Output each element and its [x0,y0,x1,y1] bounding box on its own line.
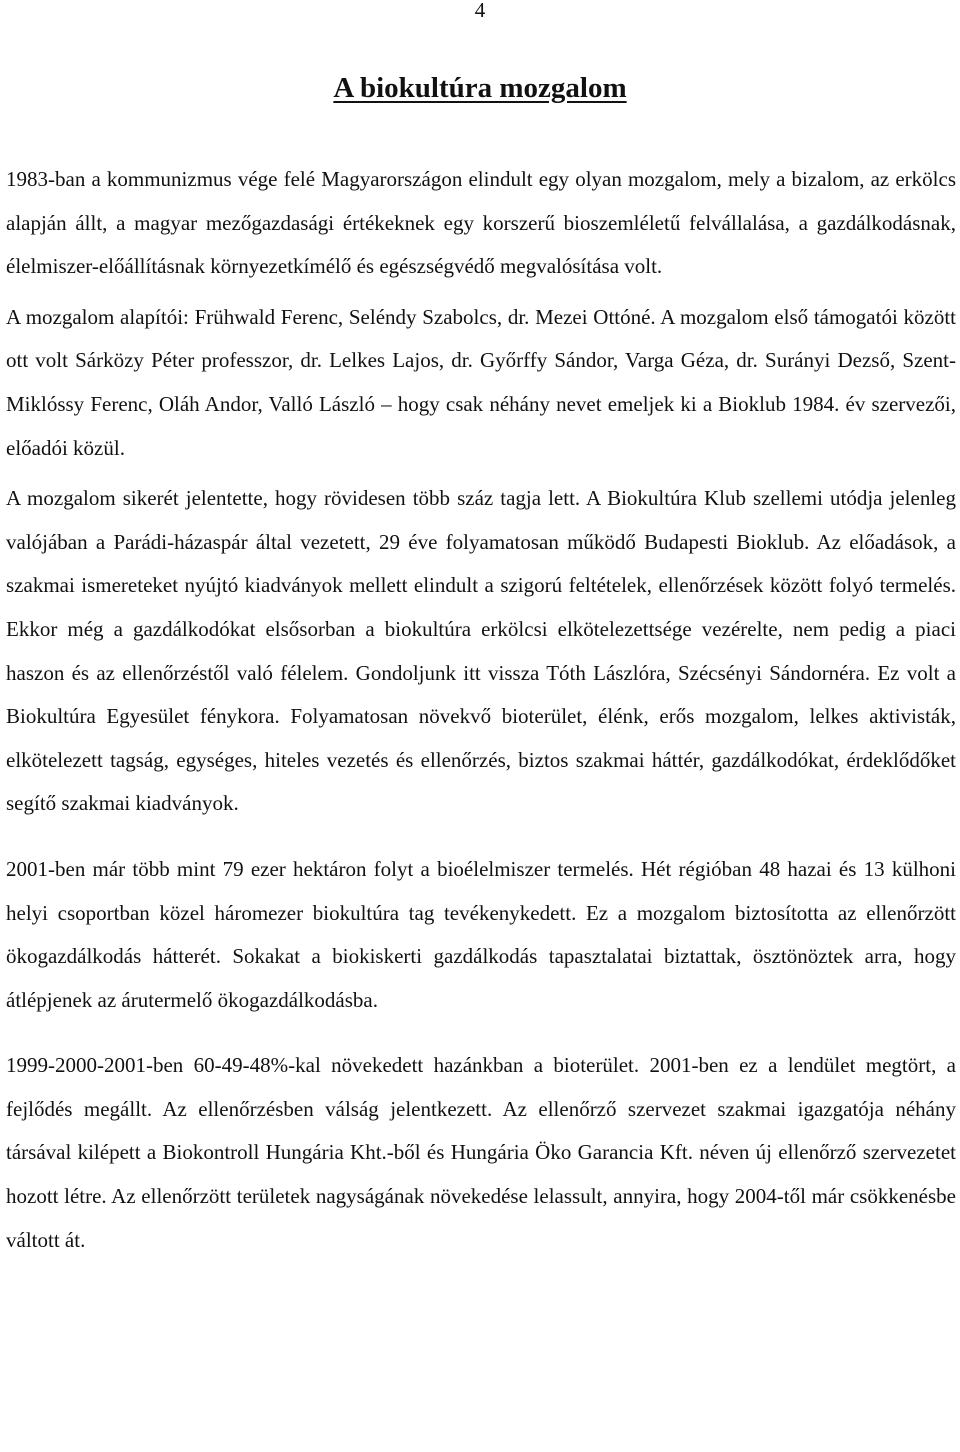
paragraph-growth: 1999-2000-2001-ben 60-49-48%-kal növekedett hazánkban a bioterület. 2001-ben ez a lendület megtört, a fejlődés megállt. Az ellenőrzésben válság jelentkezett. Az ellenőrző szervezet szakmai igazgatója néhány társával kilépett a Biokontroll Hungária Kht.-ből és Hungária Öko Garancia Kft. néven új ellenőrző szervezetet hozott létre. Az ellenőrzött területek nagyságának növekedése lelassult, annyira, hogy 2004-től már csökkenésbe váltott át. [6,1053,956,1252]
paragraph-founders: A mozgalom alapítói: Frühwald Ferenc, Seléndy Szabolcs, dr. Mezei Ottóné. A mozgalom első támogatói között ott volt Sárközy Péter professzor, dr. Lelkes Lajos, dr. Győrffy Sándor, Varga Géza, dr. Surányi Dezső, Szent-Miklóssy Ferenc, Oláh Andor, Valló László – hogy csak néhány nevet emeljek ki a Bioklub 1984. év szervezői, előadói közül. [6,304,956,460]
paragraph-intro: 1983-ban a kommunizmus vége felé Magyarországon elindult egy olyan mozgalom, mely a bizalom, az erkölcs alapján állt, a magyar mezőgazdasági értékeknek egy korszerű bioszemléletű felvállalása, a gazdálkodásnak, élelmiszer-előállításnak környezetkímélő és egészségvédő megvalósítása volt. [6,167,956,279]
page-number: 4 [474,0,486,22]
body-text [6,158,956,1262]
paragraph-success: A mozgalom sikerét jelentette, hogy rövidesen több száz tagja lett. A Biokultúra Klub szellemi utódja jelenleg valójában a Parádi-házaspár által vezetett, 29 éve folyamatosan működő Budapesti Bioklub. Az előadások, a szakmai ismereteket nyújtó kiadványok mellett elindult a szigorú feltételek, ellenőrzések között folyó termelés. Ekkor még a gazdálkodókat elsősorban a biokultúra erkölcsi elkötelezettsége vezérelte, nem pedig a piaci haszon és az ellenőrzéstől való félelem. Gondoljunk itt vissza Tóth Lászlóra, Szécsényi Sándornéra. Ez volt a Biokultúra Egyesület fénykora. Folyamatosan növekvő bioterület, élénk, erős mozgalom, lelkes aktivisták, elkötelezett tagság, egységes, hiteles vezetés és ellenőrzés, biztos szakmai háttér, gazdálkodókat, érdeklődőket segítő szakmai kiadványok. [6,486,956,816]
page-title: A biokultúra mozgalom [333,72,627,104]
paragraph-2001: 2001-ben már több mint 79 ezer hektáron folyt a bioélelmiszer termelés. Hét régióban 48 hazai és 13 külhoni helyi csoportban közel háromezer biokultúra tag tevékenykedett. Ez a mozgalom biztosította az ellenőrzött ökogazdálkodás hátterét. Sokakat a biokiskerti gazdálkodás tapasztalatai biztattak, ösztönöztek arra, hogy átlépjenek az árutermelő ökogazdálkodásba. [6,856,956,1012]
